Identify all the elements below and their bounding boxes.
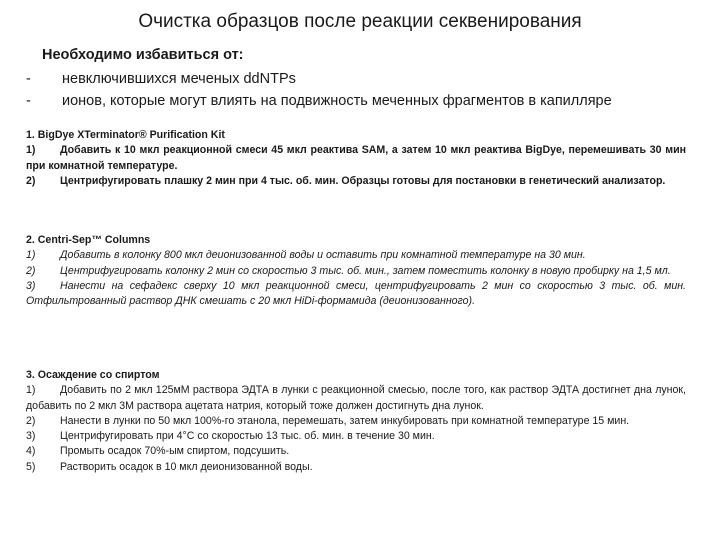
section-heading: 2. Centri-Sep™ Columns — [26, 234, 151, 246]
intro-item — [26, 70, 296, 89]
step-text: Нанести на сефадекс сверху 10 мкл реакционной смеси, центрифугировать 2 мин со скоростью 3 тыс. об. мин. Отфильтрованный раствор ДНК смешать с 20 мкл HiDi-формамида (деионизованного). — [26, 279, 686, 308]
step-item — [26, 444, 686, 459]
page-title: Очистка образцов после реакции секвенирования — [138, 11, 582, 32]
step-text: Центрифугировать колонку 2 мин со скоростью 3 тыс. об. мин., затем поместить колонку в новую пробирку на 1,5 мл. — [60, 264, 671, 277]
intro-item-text: ионов, которые могут влиять на подвижность меченных фрагментов в капилляре — [62, 93, 612, 109]
step-item — [26, 279, 686, 310]
step-number: 2) — [26, 264, 36, 277]
section-ethanol — [26, 368, 686, 475]
step-item — [26, 264, 686, 279]
step-text: Добавить к 10 мкл реакционной смеси 45 мкл реактива SAM, а затем 10 мкл реактива BigDye, перемешивать 30 мин при комнатной температуре. — [26, 144, 686, 172]
step-number: 3) — [26, 430, 36, 443]
section-heading: 1. BigDye XTerminator® Purification Kit — [26, 129, 225, 141]
intro-item — [26, 92, 612, 111]
step-number: 4) — [26, 445, 36, 458]
step-item — [26, 383, 686, 414]
step-number: 5) — [26, 460, 36, 473]
step-text: Нанести в лунки по 50 мкл 100%-го этанола, перемешать, затем инкубировать при комнатной температуре 15 мин. — [60, 414, 630, 427]
step-number: 1) — [26, 249, 36, 262]
step-item — [26, 174, 686, 189]
step-number: 1) — [26, 144, 36, 157]
step-text: Растворить осадок в 10 мкл деионизованной воды. — [60, 460, 313, 473]
step-number: 2) — [26, 414, 36, 427]
intro-item-text: невключившихся меченых ddNTPs — [62, 71, 296, 87]
step-number: 3) — [26, 279, 36, 292]
step-text: Добавить в колонку 800 мкл деионизованной воды и оставить при комнатной температуре на 30 мин. — [60, 249, 586, 262]
step-item — [26, 429, 686, 444]
bullet-dash: - — [26, 71, 31, 87]
intro-heading: Необходимо избавиться от: — [42, 47, 244, 63]
section-heading: 3. Осаждение со спиртом — [26, 369, 160, 381]
step-text: Промыть осадок 70%-ым спиртом, подсушить. — [60, 445, 290, 458]
step-text: Добавить по 2 мкл 125мМ раствора ЭДТА в лунки с реакционной смесью, после того, как раствор ЭДТА достигнет дна лунок, добавить по 2 мкл 3М раствора ацетата натрия, который тоже должен достигнуть дна лунок. — [26, 384, 686, 412]
step-number: 2) — [26, 174, 36, 187]
step-number: 1) — [26, 384, 36, 397]
step-item — [26, 460, 686, 475]
step-text: Центрифугировать при 4°С со скоростью 13 тыс. об. мин. в течение 30 мин. — [60, 430, 435, 443]
step-text: Центрифугировать плашку 2 мин при 4 тыс. об. мин. Образцы готовы для постановки в генетический анализатор. — [60, 174, 666, 187]
section-bigdye — [26, 128, 686, 189]
bullet-dash: - — [26, 93, 31, 109]
step-item — [26, 143, 686, 174]
step-item — [26, 414, 686, 429]
section-centrisep — [26, 233, 686, 309]
step-item — [26, 248, 686, 263]
